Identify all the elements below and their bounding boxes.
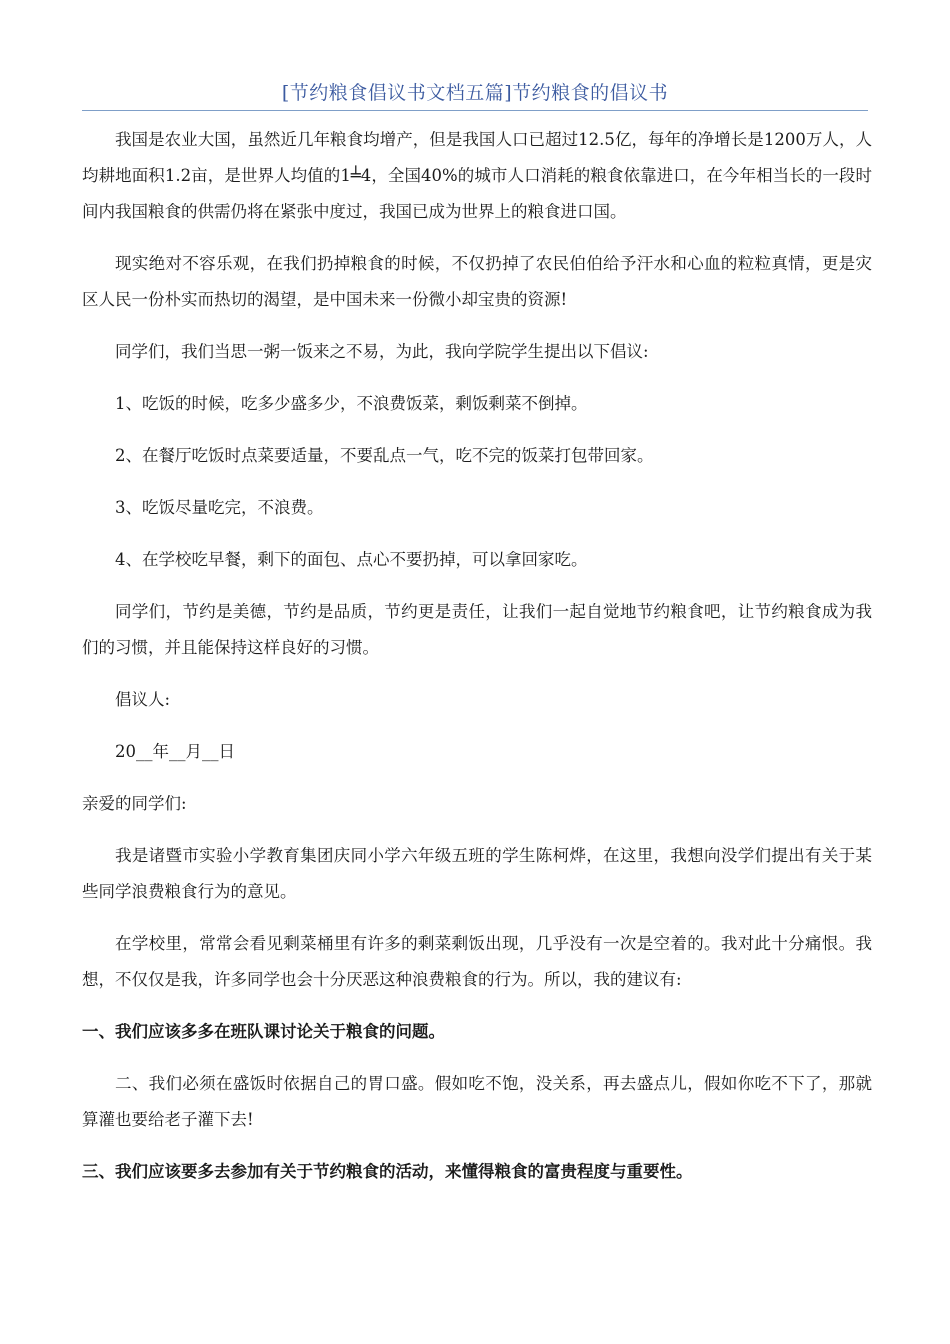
suggestion-2: 二、我们必须在盛饭时依据自己的胃口盛。假如吃不饱，没关系，再去盛点儿，假如你吃不下了，那就算灌也要给老子灌下去! xyxy=(82,1074,872,1129)
suggestion-3: 三、我们应该要多去参加有关于节约粮食的活动，来懂得粮食的富贵程度与重要性。 xyxy=(82,1162,693,1181)
salutation: 亲爱的同学们: xyxy=(82,794,187,813)
proposal-item-3: 3、吃饭尽量吃完，不浪费。 xyxy=(115,498,324,517)
suggestion-1: 一、我们应该多多在班队课讨论关于粮食的问题。 xyxy=(82,1022,445,1041)
proposal-item-2: 2、在餐厅吃饭时点菜要适量，不要乱点一气，吃不完的饭菜打包带回家。 xyxy=(115,446,654,465)
proposal-item-4: 4、在学校吃早餐，剩下的面包、点心不要扔掉，可以拿回家吃。 xyxy=(115,550,588,569)
date-line: 20__年__月__日 xyxy=(115,742,235,761)
paragraph-proposal-intro: 同学们，我们当思一粥一饭来之不易，为此，我向学院学生提出以下倡议: xyxy=(115,342,649,361)
page-header xyxy=(82,80,868,111)
paragraph-conclusion: 同学们，节约是美德，节约是品质，节约更是责任，让我们一起自觉地节约粮食吧，让节约粮食成为我们的习惯，并且能保持这样良好的习惯。 xyxy=(82,602,872,657)
proposal-item-1: 1、吃饭的时候，吃多少盛多少，不浪费饭菜，剩饭剩菜不倒掉。 xyxy=(115,394,588,413)
signature-label: 倡议人: xyxy=(115,690,171,709)
document-body xyxy=(82,122,872,1206)
paragraph-grain-situation: 我国是农业大国，虽然近几年粮食均增产，但是我国人口已超过12.5亿，每年的净增长是1200万人，人均耕地面积1.2亩，是世界人均值的1╧4，全国40%的城市人口消耗的粮食依靠进口，在今年相当长的一段时间内我国粮食的供需仍将在紧张中度过，我国已成为世界上的粮食进口国。 xyxy=(82,130,872,221)
paragraph-observation: 在学校里，常常会看见剩菜桶里有许多的剩菜剩饭出现，几乎没有一次是空着的。我对此十分痛恨。我想，不仅仅是我，许多同学也会十分厌恶这种浪费粮食的行为。所以，我的建议有: xyxy=(82,934,872,989)
document-title: [节约粮食倡议书文档五篇]节约粮食的倡议书 xyxy=(281,82,669,104)
paragraph-reality: 现实绝对不容乐观，在我们扔掉粮食的时候，不仅扔掉了农民伯伯给予汗水和心血的粒粒真情，更是灾区人民一份朴实而热切的渴望，是中国未来一份微小却宝贵的资源! xyxy=(82,254,872,309)
paragraph-self-intro: 我是诸暨市实验小学教育集团庆同小学六年级五班的学生陈柯烨，在这里，我想向没学们提出有关于某些同学浪费粮食行为的意见。 xyxy=(82,846,872,901)
